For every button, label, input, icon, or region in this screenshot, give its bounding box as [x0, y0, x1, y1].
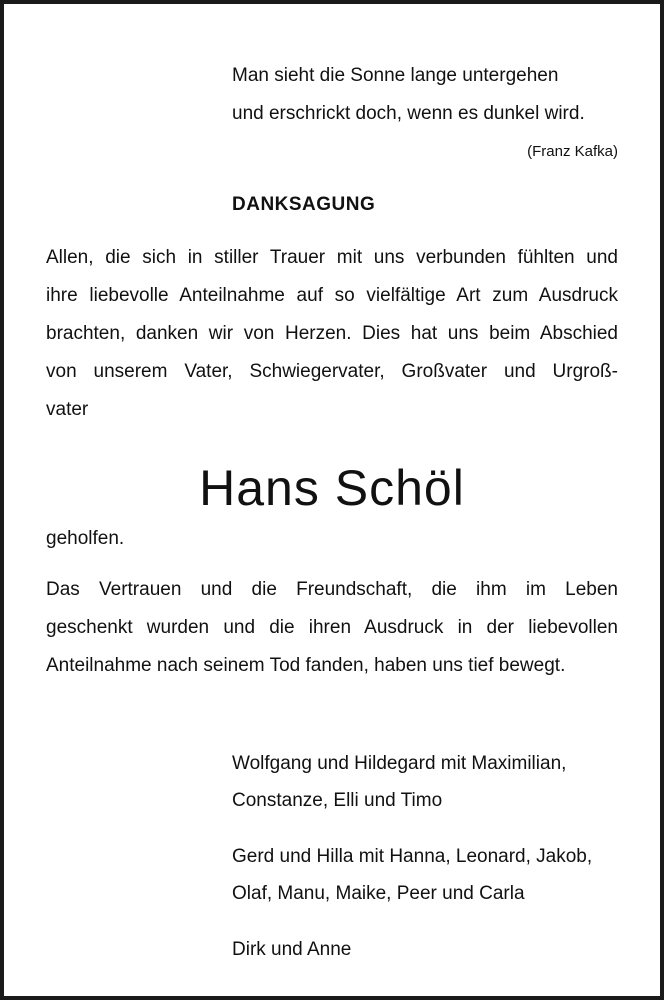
paragraph-line: Anteilnahme nach seinem Tod fanden, haben uns tief bewegt. — [46, 655, 566, 676]
signatory-line: Gerd und Hilla mit Hanna, Leonard, Jakob, — [232, 846, 593, 867]
paragraph-line: von unserem Vater, Schwiegervater, Großvater und Urgroß- — [46, 361, 618, 382]
deceased-name: Hans Schöl — [199, 460, 465, 516]
signatory-line: Wolfgang und Hildegard mit Maximilian, — [232, 753, 567, 774]
signatory-line: Constanze, Elli und Timo — [232, 790, 443, 811]
paragraph-line: Das Vertrauen und die Freundschaft, die ihm im Leben — [46, 579, 618, 600]
quote-line-2: und erschrickt doch, wenn es dunkel wird. — [232, 103, 585, 124]
after-name-text: geholfen. — [46, 528, 125, 549]
paragraph-line: brachten, danken wir von Herzen. Dies hat uns beim Abschied — [46, 323, 618, 344]
quote-attribution: (Franz Kafka) — [527, 143, 618, 160]
gratitude-paragraph — [46, 578, 618, 678]
paragraph-line: ihre liebevolle Anteilnahme auf so vielfältige Art zum Ausdruck — [46, 285, 618, 306]
quote-line-1: Man sieht die Sonne lange untergehen — [232, 65, 559, 86]
signatory-line: Dirk und Anne — [232, 939, 352, 960]
thanks-heading: DANKSAGUNG — [232, 194, 376, 215]
paragraph-line: Allen, die sich in stiller Trauer mit uns verbunden fühlten und — [46, 247, 618, 268]
thanks-paragraph — [46, 246, 618, 422]
paragraph-line: geschenkt wurden und die ihren Ausdruck in der liebevollen — [46, 617, 618, 638]
signatory-line: Olaf, Manu, Maike, Peer und Carla — [232, 883, 525, 904]
paragraph-line: vater — [46, 399, 89, 420]
